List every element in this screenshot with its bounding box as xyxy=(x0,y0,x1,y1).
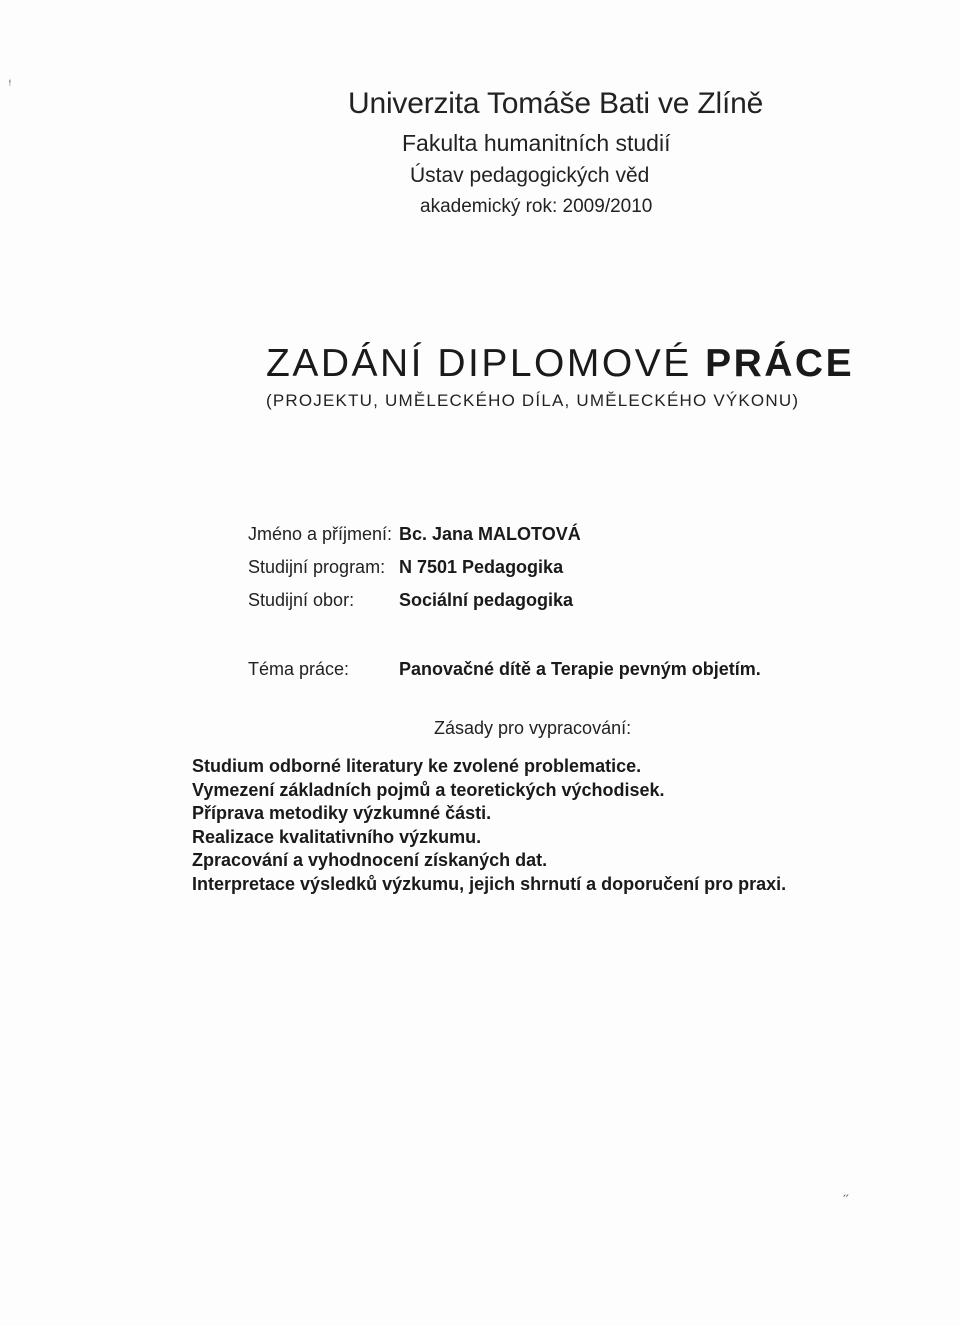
scan-speck-mark: ꜝ xyxy=(8,78,12,94)
field-name xyxy=(248,518,868,551)
list-item: Studium odborné literatury ke zvolené problematice. xyxy=(192,756,642,776)
principles-heading: Zásady pro vypracování: xyxy=(434,718,632,738)
list-item: Vymezení základních pojmů a teoretických východisek. xyxy=(192,779,665,800)
field-program xyxy=(248,551,868,584)
field-program-label: Studijní program: xyxy=(248,557,386,577)
document-title-block xyxy=(266,340,866,414)
field-branch-value: Sociální pedagogika xyxy=(399,590,574,610)
scan-speck-mark: ״ xyxy=(842,1190,850,1204)
list-item: Zpracování a vyhodnocení získaných dat. xyxy=(192,850,548,870)
institute-name: Ústav pedagogických věd xyxy=(410,164,650,187)
title-word-zadani: ZADÁNÍ xyxy=(266,342,425,385)
document-title xyxy=(266,340,866,388)
academic-year: akademický rok: 2009/2010 xyxy=(420,196,653,217)
field-topic-label: Téma práce: xyxy=(248,659,350,679)
list-item: Realizace kvalitativního výzkumu. xyxy=(192,826,482,847)
university-name: Univerzita Tomáše Bati ve Zlíně xyxy=(348,87,764,120)
field-topic xyxy=(248,653,868,686)
title-word-prace: PRÁCE xyxy=(705,342,855,385)
document-subtitle: (PROJEKTU, UMĚLECKÉHO DÍLA, UMĚLECKÉHO VÝKONU) xyxy=(266,391,800,410)
field-branch xyxy=(248,584,868,617)
field-branch-label: Studijní obor: xyxy=(248,590,355,610)
title-word-diplomove: DIPLOMOVÉ xyxy=(437,342,692,385)
student-fields xyxy=(248,518,868,686)
field-program-value: N 7501 Pedagogika xyxy=(399,557,564,577)
field-topic-value: Panovačné dítě a Terapie pevným objetím. xyxy=(399,659,761,679)
document-header xyxy=(348,82,868,222)
faculty-name: Fakulta humanitních studií xyxy=(402,130,671,156)
list-item: Příprava metodiky výzkumné části. xyxy=(192,803,492,823)
field-name-value: Bc. Jana MALOTOVÁ xyxy=(399,524,581,544)
list-item: Interpretace výsledků výzkumu, jejich shrnutí a doporučení pro praxi. xyxy=(192,873,787,894)
principles-list xyxy=(192,755,832,896)
field-name-label: Jméno a příjmení: xyxy=(248,524,393,544)
